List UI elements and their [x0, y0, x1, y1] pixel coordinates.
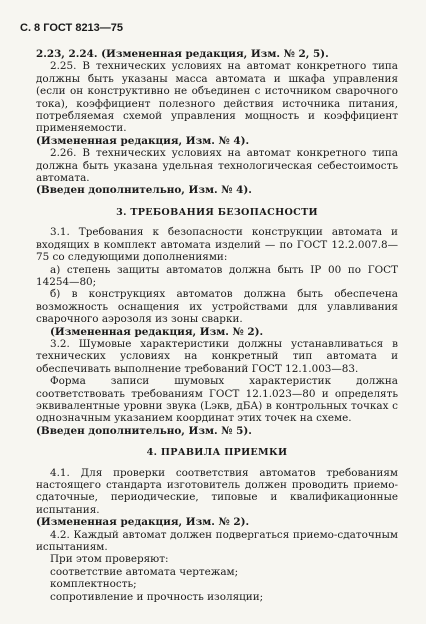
- paragraph: 4.2. Каждый автомат должен подвергаться приемо-сдаточным испытаниям.: [36, 528, 398, 554]
- paragraph: 3.1. Требования к безопасности конструкции автомата и входящих в комплект автомата изделий — по ГОСТ 12.2.007.8—75 со следующими дополнениями:: [36, 226, 398, 264]
- paragraph: а) степень защиты автоматов должна быть IP 00 по ГОСТ 14254—80;: [36, 263, 398, 288]
- document-body: [36, 48, 398, 603]
- section-heading: 3. ТРЕБОВАНИЯ БЕЗОПАСНОСТИ: [116, 206, 318, 218]
- paragraph: 4.1. Для проверки соответствия автоматов требованиям настоящего стандарта изготовитель должен проводить приемо-сдаточные, периодические, типовые и квалификационные испытания.: [36, 466, 398, 516]
- amendment-note: (Введен дополнительно, Изм. № 5).: [36, 424, 252, 437]
- paragraph: соответствие автомата чертежам;: [50, 565, 239, 578]
- paragraph: сопротивление и прочность изоляции;: [50, 590, 264, 603]
- paragraph: Форма записи шумовых характеристик должна соответствовать требованиям ГОСТ 12.1.023—80 и определять эквивалентные уровни звука (Lэкв, дБА) в контрольных точках с однозначным указанием координат этих точек на схеме.: [36, 375, 398, 425]
- amendment-note: (Введен дополнительно, Изм. № 4).: [36, 184, 252, 197]
- amendment-note: 2.23, 2.24. (Измененная редакция, Изм. № 2, 5).: [36, 48, 329, 60]
- paragraph: б) в конструкциях автоматов должна быть обеспечена возможность оснащения их устройствами для улавливания сварочного аэрозоля из зоны сварки.: [36, 288, 398, 326]
- amendment-note: (Измененная редакция, Изм. № 4).: [36, 134, 250, 147]
- paragraph: 3.2. Шумовые характеристики должны устанавливаться в технических условиях на конкретный тип автомата и обеспечивать выполнение требований ГОСТ 12.1.003—83.: [36, 337, 398, 375]
- paragraph: комплектность;: [50, 578, 137, 591]
- amendment-note: (Измененная редакция, Изм. № 2).: [50, 325, 264, 338]
- page-header: С. 8 ГОСТ 8213—75: [20, 22, 124, 34]
- paragraph: При этом проверяют:: [50, 553, 169, 566]
- section-heading: 4. ПРАВИЛА ПРИЕМКИ: [146, 447, 288, 459]
- amendment-note: (Измененная редакция, Изм. № 2).: [36, 516, 250, 529]
- paragraph: 2.26. В технических условиях на автомат конкретного типа должна быть указана удельная технологическая себестоимость автомата.: [36, 147, 398, 185]
- paragraph: 2.25. В технических условиях на автомат конкретного типа должны быть указаны масса автомата и шкафа управления (если он конструктивно не объединен с источником сварочного тока), коэффициент полезного действия источника питания, потребляемая схемой управления мощность и коэффициент применяемости.: [36, 60, 398, 135]
